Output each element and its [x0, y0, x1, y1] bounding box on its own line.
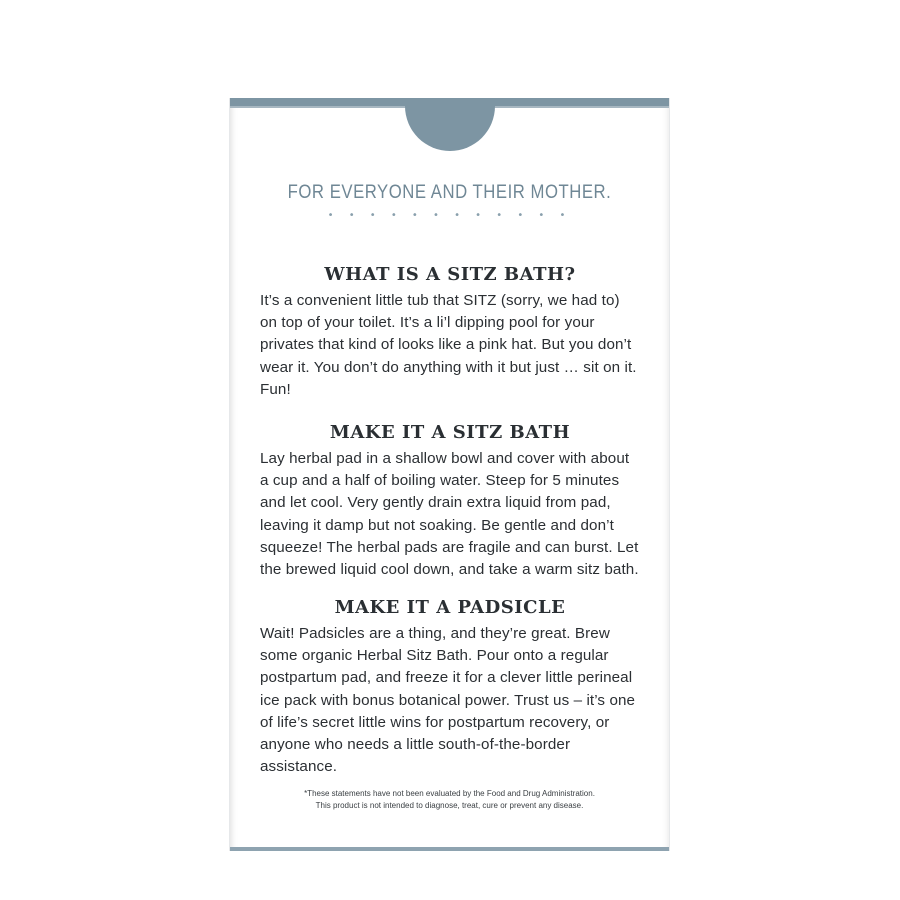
- section-heading: WHAT IS A SITZ BATH?: [324, 264, 576, 285]
- box-tab-half-circle: [405, 98, 495, 151]
- section-what-is-sitz-bath: [260, 264, 640, 401]
- section-body: Wait! Padsicles are a thing, and they’re great. Brew some organic Herbal Sitz Bath. Pour onto a regular postpartum pad, and freeze it for a clever little perineal ice pack with bonus botanical power. Trust us – it’s one of life’s secret little wins for postpartum recovery, or anyone who needs a little south-of-the-border assistance.: [260, 625, 636, 776]
- section-body: It’s a convenient little tub that SITZ (sorry, we had to) on top of your toilet. It’s a li’l dipping pool for your privates that kind of looks like a pink hat. But you don’t wear it. You don’t do anything with it but just … sit on it. Fun!: [260, 292, 637, 398]
- product-box-back-panel: [229, 98, 670, 851]
- disclaimer-line-1: *These statements have not been evaluated by the Food and Drug Administration.: [304, 789, 595, 798]
- section-make-padsicle: [260, 597, 640, 778]
- tagline: FOR EVERYONE AND THEIR MOTHER.: [287, 182, 612, 203]
- dotted-divider: • • • • • • • • • • • •: [327, 210, 572, 221]
- bottom-edge-strip: [230, 847, 669, 851]
- section-heading: MAKE IT A PADSICLE: [334, 597, 566, 618]
- fda-disclaimer: [230, 788, 669, 812]
- section-make-sitz-bath: [260, 422, 640, 581]
- section-heading: MAKE IT A SITZ BATH: [329, 422, 571, 443]
- disclaimer-line-2: This product is not intended to diagnose, treat, cure or prevent any disease.: [315, 801, 584, 810]
- section-body: Lay herbal pad in a shallow bowl and cover with about a cup and a half of boiling water. Steep for 5 minutes and let cool. Very gently drain extra liquid from pad, leaving it damp but not soaking. Be gentle and don’t squeeze! The herbal pads are fragile and can burst. Let the brewed liquid cool down, and take a warm sitz bath.: [260, 450, 639, 579]
